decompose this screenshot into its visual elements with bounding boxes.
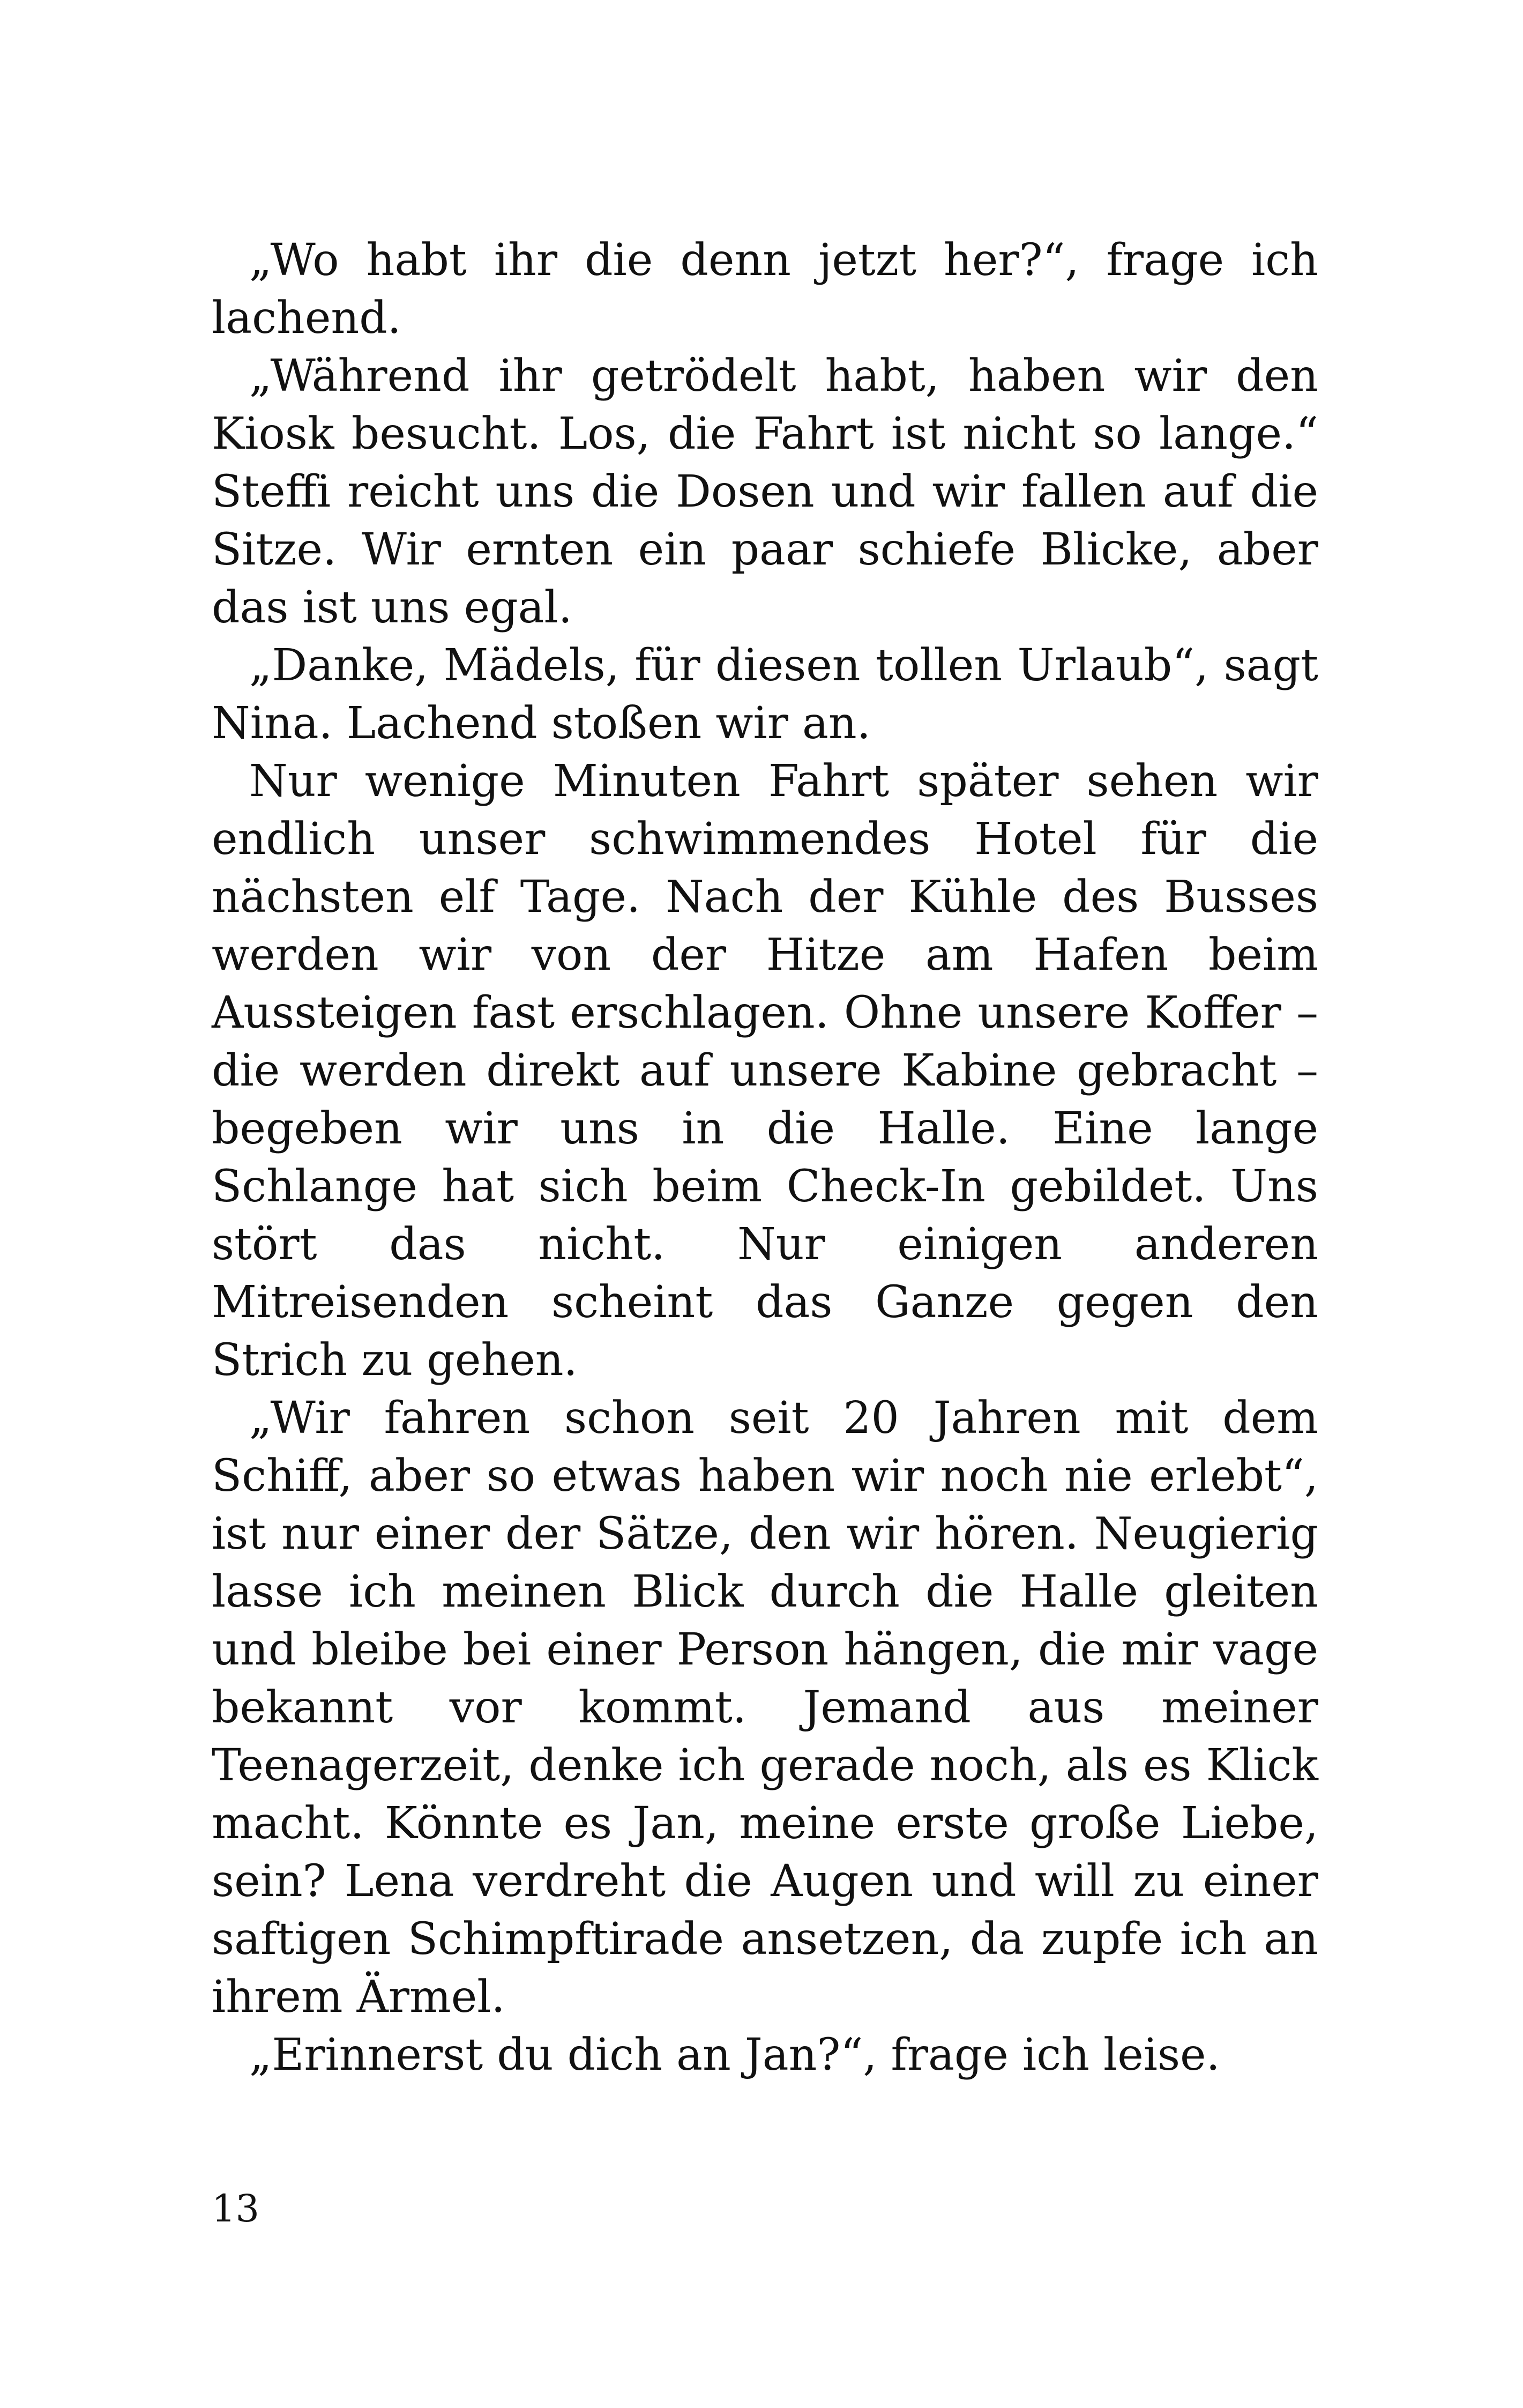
- paragraph-4: Nur wenige Minuten Fahrt später sehen wir endlich unser schwimmendes Hotel für die nächsten elf Tage. Nach der Kühle des Busses werden wir von der Hitze am Hafen beim Aussteigen fast erschlagen. Ohne unsere Koffer – die werden direkt auf unsere Kabine gebracht – begeben wir uns in die Halle. Eine lange Schlange hat sich beim Check-In gebildet. Uns stört das nicht. Nur einigen anderen Mitreisenden scheint das Ganze gegen den Strich zu gehen.: [212, 756, 1318, 1386]
- paragraph-5: „Wir fahren schon seit 20 Jahren mit dem Schiff, aber so etwas haben wir noch nie erlebt“, ist nur einer der Sätze, den wir hören. Neugierig lasse ich meinen Blick durch die Halle gleiten und bleibe bei einer Person hängen, die mir vage bekannt vor kommt. Jemand aus meiner Teenagerzeit, denke ich gerade noch, als es Klick macht. Könnte es Jan, meine erste große Liebe, sein? Lena verdreht die Augen und will zu einer saftigen Schimpftirade ansetzen, da zupfe ich an ihrem Ärmel.: [212, 1393, 1318, 2023]
- paragraph-1: „Wo habt ihr die denn jetzt her?“, frage ich lachend.: [212, 235, 1318, 344]
- paragraph-6: „Erinnerst du dich an Jan?“, frage ich leise.: [249, 2030, 1220, 2080]
- page-number: 13: [212, 2187, 260, 2231]
- paragraph-3: „Danke, Mädels, für diesen tollen Urlaub“, sagt Nina. Lachend stoßen wir an.: [212, 640, 1318, 749]
- paragraph-2: „Während ihr getrödelt habt, haben wir den Kiosk besucht. Los, die Fahrt ist nicht so lange.“ Steffi reicht uns die Dosen und wir fallen auf die Sitze. Wir ernten ein paar schiefe Blicke, aber das ist uns egal.: [212, 351, 1318, 633]
- body-text: [212, 232, 1318, 2084]
